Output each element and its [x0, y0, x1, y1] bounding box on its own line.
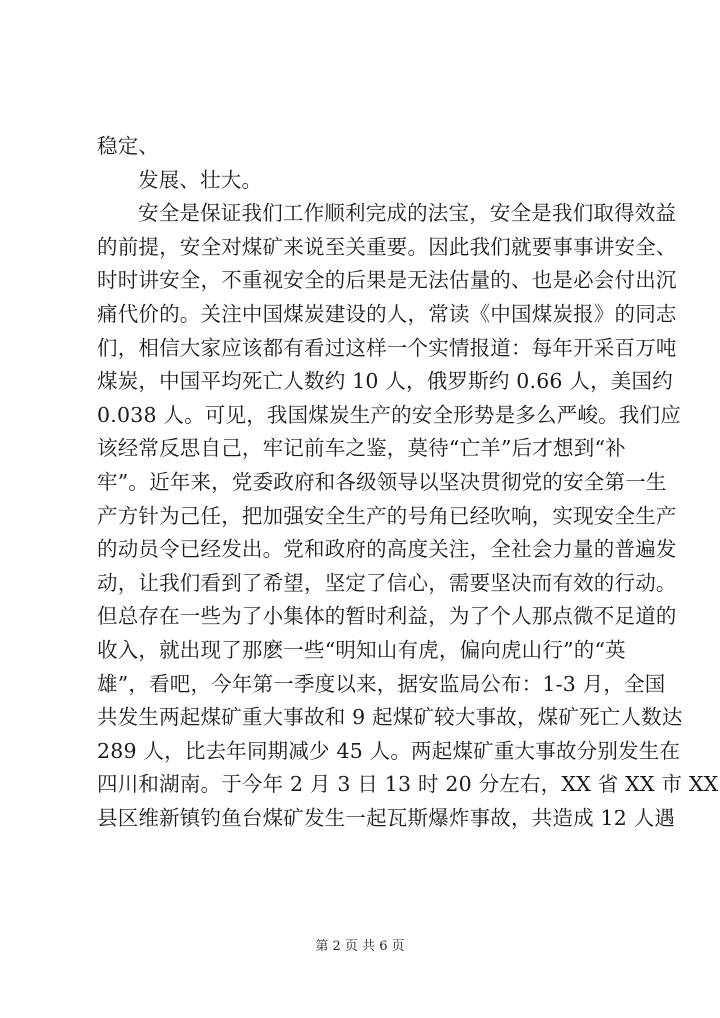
- text-line: 煤炭，中国平均死亡人数约 10 人，俄罗斯约 0.66 人，美国约: [97, 369, 673, 394]
- text-line: 们，相信大家应该都有看过这样一个实情报道：每年开采百万吨: [97, 335, 677, 360]
- text-line: 牢”。近年来，党委政府和各级领导以坚决贯彻党的安全第一生: [97, 469, 667, 494]
- page-footer: [0, 935, 720, 954]
- text-line: 该经常反思自己，牢记前车之鉴，莫待“亡羊”后才想到“补: [97, 436, 626, 461]
- text-line: 痛代价的。关注中国煤炭建设的人，常读《中国煤炭报》的同志: [97, 301, 677, 326]
- text-line: 共发生两起煤矿重大事故和 9 起煤矿较大事故，煤矿死亡人数达: [97, 705, 683, 730]
- text-line: 稳定、: [97, 134, 160, 158]
- page-number: 第 2 页 共 6 页: [315, 939, 405, 954]
- text-line: 0.038 人。可见，我国煤炭生产的安全形势是多么严峻。我们应: [97, 402, 681, 427]
- text-line: 时时讲安全，不重视安全的后果是无法估量的、也是必会付出沉: [97, 268, 677, 293]
- text-line: 的动员令已经发出。党和政府的高度关注，全社会力量的普遍发: [97, 537, 677, 562]
- text-line: 县区维新镇钓鱼台煤矿发生一起瓦斯爆炸事故，共造成 12 人遇: [97, 805, 676, 830]
- text-line: 四川和湖南。于今年 2 月 3 日 13 时 20 分左右，XX 省 XX 市 XX: [97, 772, 719, 797]
- body-text: [97, 130, 719, 835]
- text-line: 289 人，比去年同期减少 45 人。两起煤矿重大事故分别发生在: [97, 738, 681, 763]
- text-line: 发展、壮大。: [138, 167, 263, 192]
- text-line: 安全是保证我们工作顺利完成的法宝，安全是我们取得效益: [138, 201, 677, 226]
- text-line: 动，让我们看到了希望，坚定了信心，需要坚决而有效的行动。: [97, 570, 677, 595]
- text-line: 雄”，看吧，今年第一季度以来，据安监局公布：1-3 月，全国: [97, 671, 666, 696]
- text-line: 产方针为己任，把加强安全生产的号角已经吹响，实现安全生产: [97, 503, 677, 528]
- text-line: 的前提，安全对煤矿来说至关重要。因此我们就要事事讲安全、: [97, 234, 677, 259]
- text-line: 但总存在一些为了小集体的暂时利益，为了个人那点微不足道的: [97, 604, 677, 629]
- text-line: 收入，就出现了那麽一些“明知山有虎，偏向虎山行”的“英: [97, 637, 626, 662]
